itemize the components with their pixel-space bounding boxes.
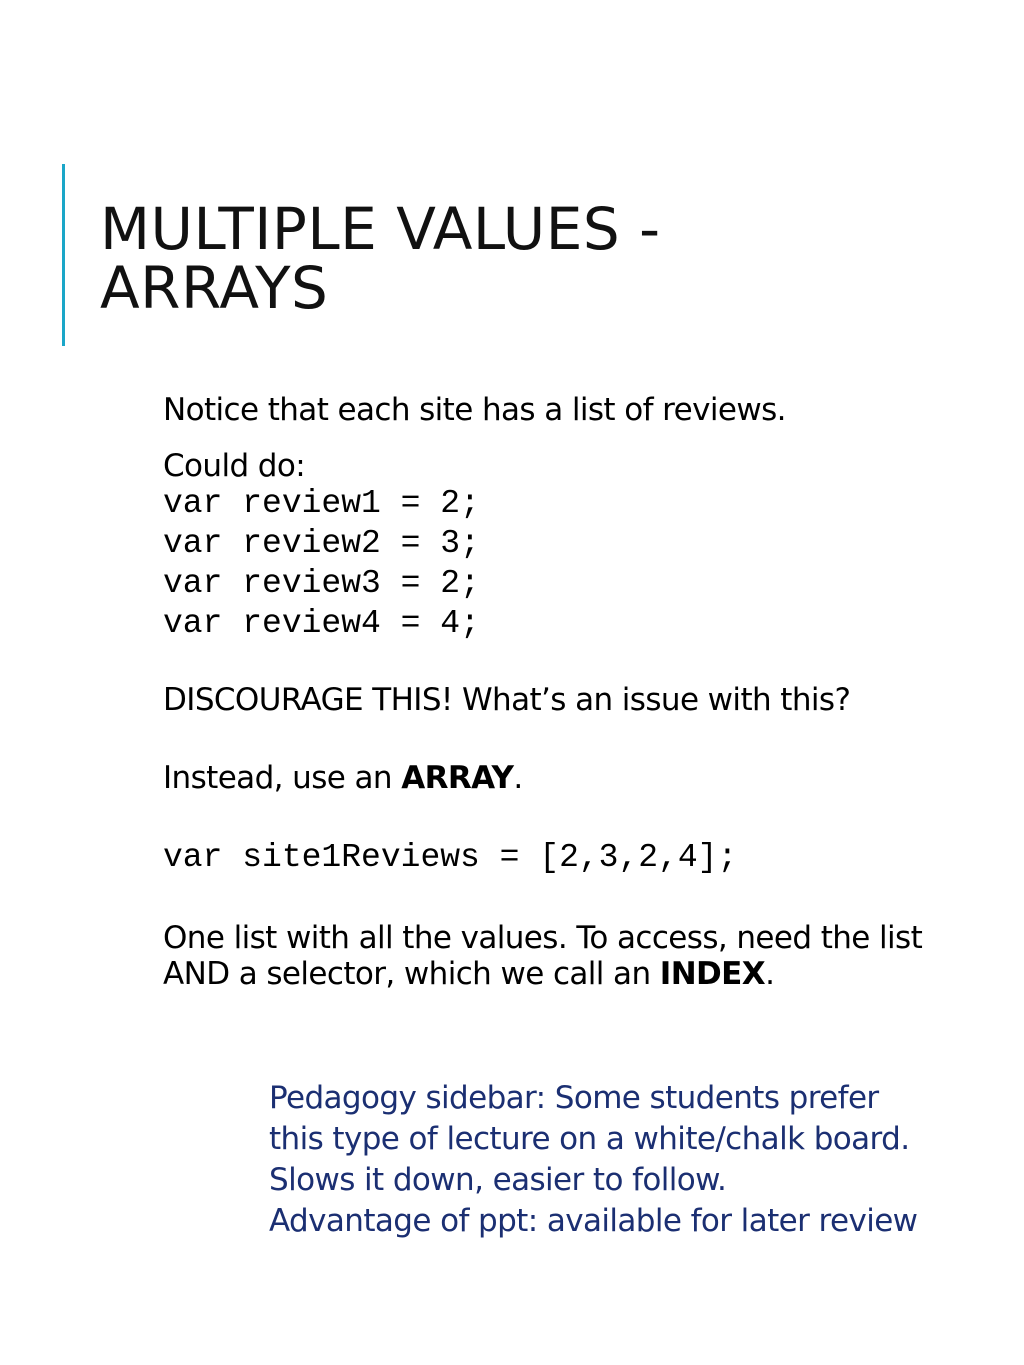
one-list-prefix: AND a selector, which we call an bbox=[163, 956, 660, 992]
array-code-line: var site1Reviews = [2,3,2,4]; bbox=[163, 839, 738, 876]
one-list-suffix: . bbox=[765, 956, 775, 992]
could-do-text: Could do: bbox=[163, 448, 306, 484]
review-code-block bbox=[163, 484, 983, 644]
instead-prefix: Instead, use an bbox=[163, 760, 402, 796]
notice-text: Notice that each site has a list of reviews. bbox=[163, 392, 786, 428]
code-line: var review4 = 4; bbox=[163, 605, 480, 642]
code-line: var review3 = 2; bbox=[163, 565, 480, 602]
title-accent-bar bbox=[62, 164, 65, 346]
pedagogy-sidebar-note bbox=[269, 1078, 989, 1242]
slide-title bbox=[100, 195, 960, 322]
instead-text bbox=[163, 760, 983, 796]
sidebar-line: this type of lecture on a white/chalk board. bbox=[269, 1121, 910, 1157]
code-line: var review1 = 2; bbox=[163, 485, 480, 522]
sidebar-line: Slows it down, easier to follow. bbox=[269, 1162, 727, 1198]
sidebar-line: Advantage of ppt: available for later review bbox=[269, 1203, 918, 1239]
instead-suffix: . bbox=[513, 760, 523, 796]
slide-title-line-1: MULTIPLE VALUES - bbox=[100, 195, 661, 263]
one-list-line-2 bbox=[163, 956, 983, 992]
slide-title-line-2: ARRAYS bbox=[100, 254, 329, 322]
one-list-line-1: One list with all the values. To access, need the list bbox=[163, 920, 923, 956]
index-keyword: INDEX bbox=[659, 956, 766, 992]
sidebar-line: Pedagogy sidebar: Some students prefer bbox=[269, 1080, 879, 1116]
code-line: var review2 = 3; bbox=[163, 525, 480, 562]
slide-body bbox=[163, 392, 983, 992]
array-keyword: ARRAY bbox=[401, 760, 514, 796]
discourage-text: DISCOURAGE THIS! What’s an issue with this? bbox=[163, 682, 851, 718]
